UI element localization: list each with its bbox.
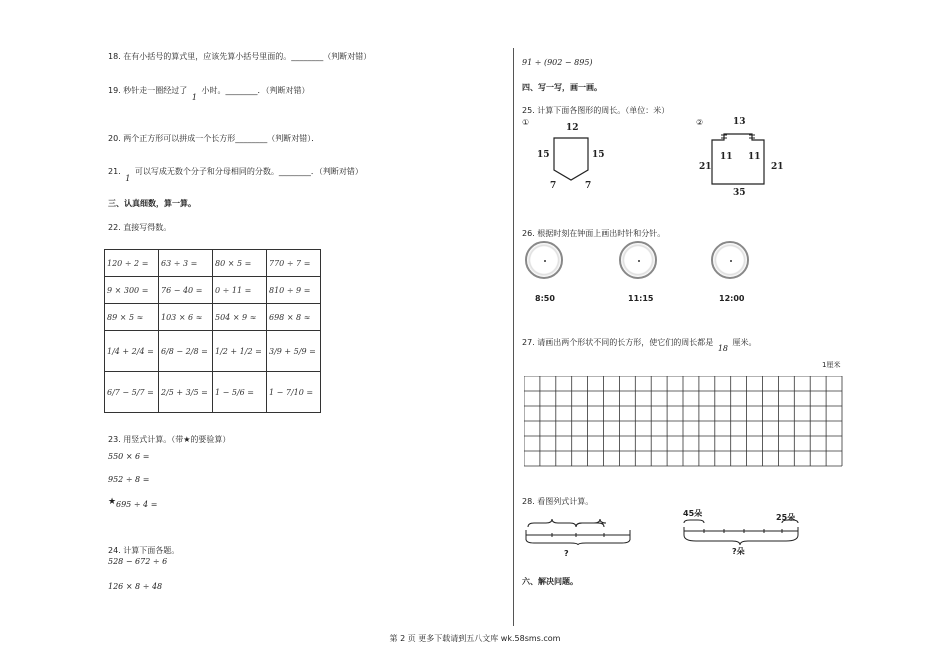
table-cell: 89 × 5 ≈ — [105, 304, 159, 331]
question-19-tail: 小时。________．（判断对错） — [201, 86, 310, 95]
question-27-number: 18 — [717, 344, 728, 353]
question-19-fraction: 1 — [191, 93, 197, 102]
table-cell: 63 ÷ 3 = — [159, 250, 213, 277]
table-cell: 770 ÷ 7 = — [267, 250, 321, 277]
figure-28-right-diagram — [682, 517, 802, 547]
table-cell: 9 × 300 = — [105, 277, 159, 304]
clock-time-label: 12:00 — [719, 294, 745, 303]
figure-28-left-question: ? — [564, 549, 569, 558]
drawing-grid[interactable] — [524, 376, 844, 468]
table-cell: 1/4 + 2/4 = — [105, 331, 159, 372]
figure-1-top-label: 12 — [566, 123, 579, 133]
figure-2-number: ② — [696, 118, 704, 127]
figure-1-bottom-left-label: 7 — [550, 181, 557, 191]
table-cell: 504 × 9 ≈ — [213, 304, 267, 331]
column-divider — [513, 48, 514, 626]
figure-2-shape — [708, 128, 770, 188]
table-cell: 810 ÷ 9 = — [267, 277, 321, 304]
table-cell: 1/2 + 1/2 = — [213, 331, 267, 372]
figure-2-inner-left-label: 11 — [720, 152, 733, 162]
page-footer: 第 2 页 更多下载请到五八文库 wk.58sms.com — [389, 634, 561, 643]
table-cell: 1 − 5/6 = — [213, 372, 267, 413]
figure-1-number: ① — [522, 118, 530, 127]
figure-2-left-label: 21 — [699, 162, 712, 172]
question-25: 25. 计算下面各图形的周长。（单位：米） — [522, 106, 670, 115]
question-19-text: 19. 秒针走一圈经过了 — [108, 86, 188, 95]
figure-2-top-label: 13 — [733, 117, 746, 127]
figure-28-right-label-b: 25朵 — [776, 513, 796, 522]
mental-math-table — [104, 249, 321, 413]
question-21 — [108, 166, 363, 183]
vertical-calc-item: 952 ÷ 8 = — [108, 475, 150, 484]
question-22: 22. 直接写得数。 — [108, 223, 172, 232]
question-19 — [108, 85, 310, 102]
table-cell: 1 − 7/10 = — [267, 372, 321, 413]
question-21-label: 21. — [108, 167, 121, 176]
question-24: 24. 计算下面各题。 — [108, 546, 180, 555]
figure-28-left-diagram — [524, 515, 634, 545]
table-cell: 6/7 − 5/7 = — [105, 372, 159, 413]
figure-1-left-label: 15 — [537, 150, 550, 160]
question-27-text: 27. 请画出两个形状不同的长方形，使它们的周长都是 — [522, 338, 714, 347]
question-26: 26. 根据时刻在钟面上画出时针和分针。 — [522, 229, 666, 238]
grid-unit-label: 1厘米 — [822, 361, 841, 369]
figure-1-right-label: 15 — [592, 150, 605, 160]
top-expression: 91 ÷ (902 − 895) — [522, 58, 593, 67]
clock-time-label: 11:15 — [628, 294, 654, 303]
question-27 — [522, 337, 757, 353]
question-21-text: 可以写成无数个分子和分母相同的分数。________．（判断对错） — [134, 167, 363, 176]
section-3-heading: 三、认真细数，算一算。 — [108, 199, 196, 208]
clock-face-icon[interactable] — [619, 241, 657, 279]
question-23: 23. 用竖式计算。（带★的要验算） — [108, 435, 231, 444]
table-cell: 6/8 − 2/8 = — [159, 331, 213, 372]
figure-2-right-label: 21 — [771, 162, 784, 172]
figure-2-inner-right-label: 11 — [748, 152, 761, 162]
question-28: 28. 看图列式计算。 — [522, 497, 594, 506]
table-cell: 103 × 6 ≈ — [159, 304, 213, 331]
figure-28-right-question: ?朵 — [732, 547, 745, 556]
section-4-heading: 四、写一写，画一画。 — [522, 83, 602, 92]
table-cell: 2/5 + 3/5 = — [159, 372, 213, 413]
question-21-fraction: 1 — [125, 174, 131, 183]
vertical-calc-item: 695 ÷ 4 = — [116, 500, 158, 509]
table-cell: 698 × 8 ≈ — [267, 304, 321, 331]
section-6-heading: 六、解决问题。 — [522, 577, 578, 586]
question-18: 18. 在有小括号的算式里，应该先算小括号里面的。________（判断对错） — [108, 52, 372, 61]
table-cell: 3/9 + 5/9 = — [267, 331, 321, 372]
calc-item: 126 × 8 ÷ 48 — [108, 582, 163, 591]
clock-time-label: 8:50 — [535, 294, 555, 303]
table-cell: 120 ÷ 2 = — [105, 250, 159, 277]
figure-2-bottom-label: 35 — [733, 188, 746, 198]
figure-1-pentagon — [548, 130, 598, 182]
table-cell: 80 × 5 = — [213, 250, 267, 277]
figure-28-right-label-a: 45朵 — [683, 509, 703, 518]
figure-1-bottom-right-label: 7 — [585, 181, 592, 191]
vertical-calc-item: 550 × 6 = — [108, 452, 150, 461]
question-27-unit: 厘米。 — [732, 338, 757, 347]
question-20: 20. 两个正方形可以拼成一个长方形________（判断对错）． — [108, 134, 320, 143]
table-cell: 76 − 40 = — [159, 277, 213, 304]
clock-face-icon[interactable] — [525, 241, 563, 279]
star-icon: ★ — [108, 497, 117, 507]
table-cell: 0 ÷ 11 = — [213, 277, 267, 304]
calc-item: 528 − 672 ÷ 6 — [108, 557, 168, 566]
clock-face-icon[interactable] — [711, 241, 749, 279]
